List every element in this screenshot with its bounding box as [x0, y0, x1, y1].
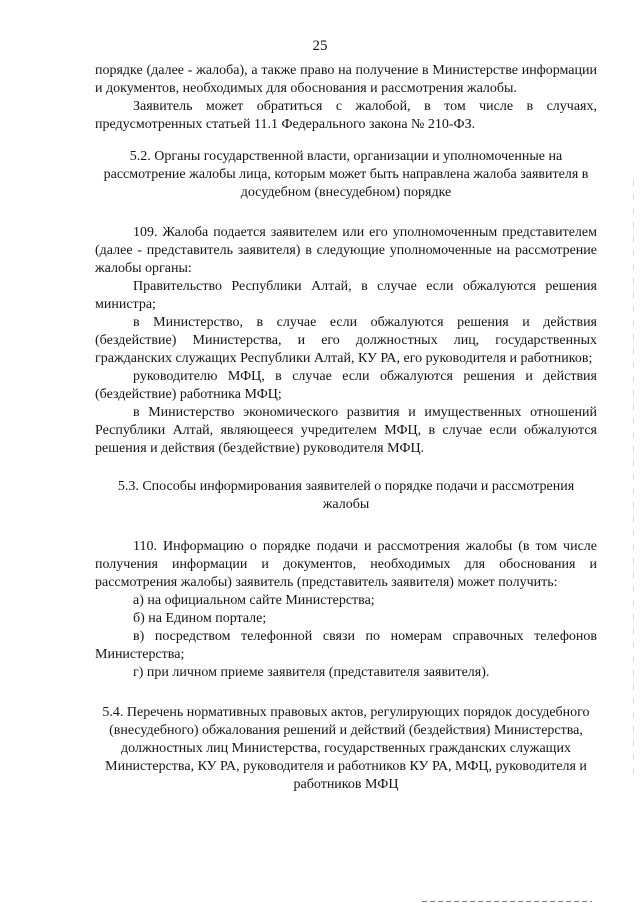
list-item-v: в) посредством телефонной связи по номерам справочных телефонов Министерства;: [95, 629, 597, 662]
list-item-a: а) на официальном сайте Министерства;: [133, 593, 375, 608]
list-item-g: г) при личном приеме заявителя (представителя заявителя).: [133, 665, 490, 680]
paragraph-110: 110. Информацию о порядке подачи и рассмотрения жалобы (в том числе получения информации и документов, необходимых для обоснования и рассмотрения жалобы) заявитель (представитель заявителя) может получить:: [95, 539, 597, 590]
list-item-b: б) на Едином портале;: [133, 611, 267, 626]
paragraph-109: 109. Жалоба подается заявителем или его уполномоченным представителем (далее - представитель заявителя) в следующие уполномоченные на рассмотрение жалобы органы:: [95, 225, 597, 276]
paragraph-continuation: порядке (далее - жалоба), а также право на получение в Министерстве информации и документов, необходимых для обоснования и рассмотрения жалобы.: [95, 63, 597, 96]
list-item-ministry: в Министерство, в случае если обжалуются решения и действия (бездействие) Министерства, и его должностных лиц, государственных гражданских служащих Республики Алтай, КУ РА, его руководителя и работников;: [95, 315, 597, 366]
page-number: 25: [312, 38, 328, 54]
list-item-economy-ministry: в Министерство экономического развития и имущественных отношений Республики Алтай, являющееся учредителем МФЦ, в случае если обжалуются решения и действия (бездействие) руководителя МФЦ.: [95, 405, 597, 456]
bottom-dashed-rule: [422, 901, 592, 902]
list-item-mfc-head: руководителю МФЦ, в случае если обжалуются решения и действия (бездействие) работника МФЦ;: [95, 369, 597, 402]
section-heading-5-2: 5.2. Органы государственной власти, организации и уполномоченные на рассмотрение жалобы лица, которым может быть направлена жалоба заявителя в досудебном (внесудебном) порядке: [103, 149, 589, 200]
document-body: [95, 62, 597, 794]
list-item-government: Правительство Республики Алтай, в случае если обжалуются решения министра;: [95, 279, 597, 312]
paragraph-appeal-right: Заявитель может обратиться с жалобой, в том числе в случаях, предусмотренных статьей 11.1 Федерального закона № 210-ФЗ.: [95, 99, 597, 132]
scan-edge-artifact: [633, 180, 634, 780]
section-heading-5-4: 5.4. Перечень нормативных правовых актов, регулирующих порядок досудебного (внесудебного) обжалования решений и действий (бездействия) Министерства, должностных лиц Министерства, государственных гражданских служащих Министерства, КУ РА, руководителя и работников КУ РА, МФЦ, руководителя и работников МФЦ: [102, 705, 590, 792]
section-heading-5-3: 5.3. Способы информирования заявителей о порядке подачи и рассмотрения жалобы: [117, 479, 575, 512]
